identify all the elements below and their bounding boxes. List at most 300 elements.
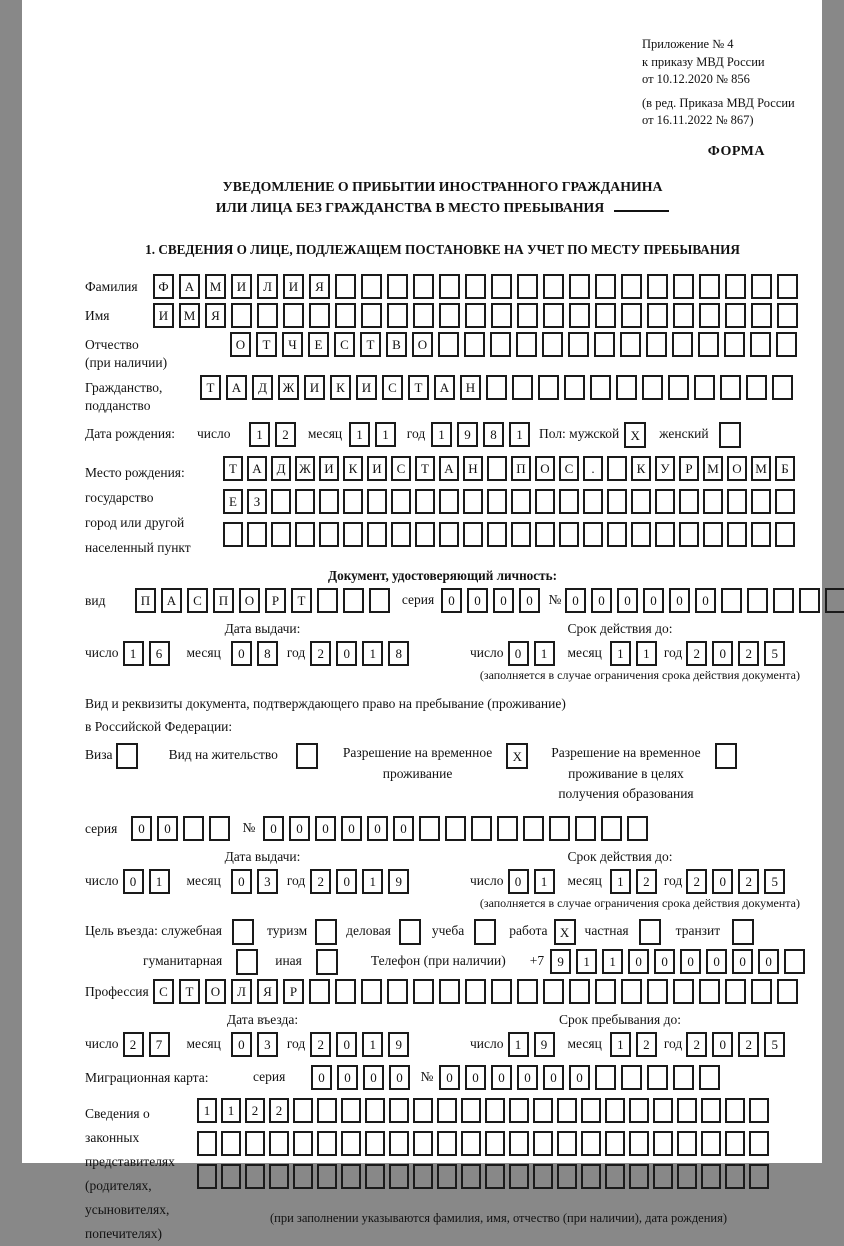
doc-series-cell[interactable]: 0 [441, 588, 462, 613]
tourism-checkbox-cell[interactable] [315, 919, 337, 945]
guardians-cell[interactable] [461, 1098, 481, 1123]
name-cell[interactable] [309, 303, 330, 328]
permit-issue-year-cell[interactable]: 2 [310, 869, 331, 894]
surname-cell[interactable] [673, 274, 694, 299]
profession-cell[interactable] [569, 979, 590, 1004]
profession-cell[interactable] [361, 979, 382, 1004]
patronymic-cell[interactable]: Ч [282, 332, 303, 357]
entry-year-cell[interactable]: 9 [388, 1032, 409, 1057]
guardians-cell[interactable] [437, 1164, 457, 1189]
birthplace-cell[interactable] [343, 489, 363, 514]
surname-cell[interactable] [725, 274, 746, 299]
permit-number-cell[interactable] [471, 816, 492, 841]
female-checkbox-cell[interactable] [719, 422, 741, 448]
patronymic-cell[interactable]: В [386, 332, 407, 357]
guardians-cell[interactable] [725, 1131, 745, 1156]
migration-series-cell[interactable]: 0 [311, 1065, 332, 1090]
doc-issue-year-cell[interactable]: 0 [336, 641, 357, 666]
patronymic-cell[interactable] [620, 332, 641, 357]
visa-checkbox-cell[interactable] [116, 743, 138, 769]
entry-month-cell[interactable]: 0 [231, 1032, 252, 1057]
guardians-cell[interactable] [605, 1098, 625, 1123]
birthplace-cell[interactable] [271, 489, 291, 514]
permit-number-cell[interactable] [549, 816, 570, 841]
birthplace-cell[interactable]: З [247, 489, 267, 514]
phone-cell[interactable]: 0 [628, 949, 649, 974]
work-checkbox-cell[interactable]: X [554, 919, 576, 945]
doc-valid-day-cell[interactable]: 0 [508, 641, 529, 666]
birthplace-cell[interactable]: Ж [295, 456, 315, 481]
doc-number-cell[interactable]: 0 [591, 588, 612, 613]
guardians-cell[interactable] [197, 1131, 217, 1156]
guardians-cell[interactable] [461, 1131, 481, 1156]
name-cell[interactable] [465, 303, 486, 328]
guardians-cell[interactable] [461, 1164, 481, 1189]
name-cell[interactable] [569, 303, 590, 328]
birthplace-cell[interactable]: И [319, 456, 339, 481]
doc-issue-month-cell[interactable]: 0 [231, 641, 252, 666]
guardians-cell[interactable] [653, 1131, 673, 1156]
permit-issue-year-cell[interactable]: 1 [362, 869, 383, 894]
permit-number-cell[interactable] [497, 816, 518, 841]
name-cell[interactable] [621, 303, 642, 328]
permit-issue-month-cell[interactable]: 0 [231, 869, 252, 894]
transit-checkbox-cell[interactable] [732, 919, 754, 945]
guardians-cell[interactable] [749, 1098, 769, 1123]
birthplace-cell[interactable] [631, 489, 651, 514]
birthplace-cell[interactable] [751, 489, 771, 514]
profession-cell[interactable] [621, 979, 642, 1004]
guardians-cell[interactable] [557, 1164, 577, 1189]
birthplace-cell[interactable] [583, 522, 603, 547]
name-cell[interactable] [751, 303, 772, 328]
guardians-cell[interactable] [413, 1164, 433, 1189]
guardians-cell[interactable] [341, 1131, 361, 1156]
guardians-cell[interactable] [221, 1131, 241, 1156]
profession-cell[interactable] [309, 979, 330, 1004]
doc-issue-day-cell[interactable]: 1 [123, 641, 144, 666]
profession-cell[interactable] [335, 979, 356, 1004]
doc-kind-cell[interactable] [317, 588, 338, 613]
birthplace-cell[interactable]: Т [415, 456, 435, 481]
citizenship-cell[interactable] [668, 375, 689, 400]
birthplace-cell[interactable]: П [511, 456, 531, 481]
birth-day-cell[interactable]: 1 [249, 422, 270, 447]
citizenship-cell[interactable]: Ж [278, 375, 299, 400]
doc-valid-year-cell[interactable]: 2 [686, 641, 707, 666]
surname-cell[interactable] [777, 274, 798, 299]
birthplace-cell[interactable]: А [439, 456, 459, 481]
permit-issue-day-cell[interactable]: 1 [149, 869, 170, 894]
guardians-cell[interactable] [293, 1164, 313, 1189]
permit-valid-year-cell[interactable]: 0 [712, 869, 733, 894]
birthplace-cell[interactable] [607, 489, 627, 514]
birthplace-cell[interactable] [487, 456, 507, 481]
doc-issue-month-cell[interactable]: 8 [257, 641, 278, 666]
permit-number-cell[interactable]: 0 [289, 816, 310, 841]
birthplace-cell[interactable]: А [247, 456, 267, 481]
citizenship-cell[interactable] [486, 375, 507, 400]
stay-month-cell[interactable]: 2 [636, 1032, 657, 1057]
permit-number-cell[interactable] [523, 816, 544, 841]
surname-cell[interactable] [439, 274, 460, 299]
other-purpose-checkbox-cell[interactable] [316, 949, 338, 975]
birthplace-cell[interactable] [727, 489, 747, 514]
migration-number-cell[interactable] [595, 1065, 616, 1090]
surname-cell[interactable]: Л [257, 274, 278, 299]
birthplace-cell[interactable] [367, 489, 387, 514]
citizenship-cell[interactable]: К [330, 375, 351, 400]
citizenship-cell[interactable]: С [382, 375, 403, 400]
citizenship-cell[interactable]: Н [460, 375, 481, 400]
guardians-cell[interactable] [605, 1131, 625, 1156]
birthplace-cell[interactable]: К [631, 456, 651, 481]
surname-cell[interactable] [335, 274, 356, 299]
migration-number-cell[interactable] [621, 1065, 642, 1090]
guardians-cell[interactable] [605, 1164, 625, 1189]
name-cell[interactable] [361, 303, 382, 328]
patronymic-cell[interactable]: С [334, 332, 355, 357]
name-cell[interactable] [231, 303, 252, 328]
entry-year-cell[interactable]: 0 [336, 1032, 357, 1057]
birthplace-cell[interactable] [703, 522, 723, 547]
surname-cell[interactable]: И [231, 274, 252, 299]
stay-year-cell[interactable]: 0 [712, 1032, 733, 1057]
doc-issue-year-cell[interactable]: 2 [310, 641, 331, 666]
guardians-cell[interactable]: 1 [221, 1098, 241, 1123]
birthplace-cell[interactable] [391, 522, 411, 547]
name-cell[interactable] [387, 303, 408, 328]
guardians-cell[interactable] [629, 1131, 649, 1156]
guardians-cell[interactable] [557, 1098, 577, 1123]
profession-cell[interactable] [543, 979, 564, 1004]
birthplace-cell[interactable] [655, 489, 675, 514]
birthplace-cell[interactable]: Н [463, 456, 483, 481]
surname-cell[interactable] [465, 274, 486, 299]
citizenship-cell[interactable] [590, 375, 611, 400]
migration-number-cell[interactable]: 0 [465, 1065, 486, 1090]
phone-cell[interactable]: 1 [602, 949, 623, 974]
doc-issue-day-cell[interactable]: 6 [149, 641, 170, 666]
surname-cell[interactable]: Я [309, 274, 330, 299]
permit-series-cell[interactable]: 0 [131, 816, 152, 841]
birthplace-cell[interactable] [319, 522, 339, 547]
permit-issue-day-cell[interactable]: 0 [123, 869, 144, 894]
guardians-cell[interactable] [533, 1164, 553, 1189]
citizenship-cell[interactable] [512, 375, 533, 400]
doc-valid-month-cell[interactable]: 1 [636, 641, 657, 666]
migration-number-cell[interactable]: 0 [543, 1065, 564, 1090]
guardians-cell[interactable] [485, 1164, 505, 1189]
permit-series-cell[interactable]: 0 [157, 816, 178, 841]
migration-series-cell[interactable]: 0 [337, 1065, 358, 1090]
doc-issue-year-cell[interactable]: 1 [362, 641, 383, 666]
guardians-cell[interactable] [533, 1098, 553, 1123]
profession-cell[interactable]: Л [231, 979, 252, 1004]
temp-residence-edu-checkbox-cell[interactable] [715, 743, 737, 769]
guardians-cell[interactable] [413, 1098, 433, 1123]
patronymic-cell[interactable]: Т [256, 332, 277, 357]
entry-day-cell[interactable]: 2 [123, 1032, 144, 1057]
birth-month-cell[interactable]: 1 [349, 422, 370, 447]
name-cell[interactable] [595, 303, 616, 328]
migration-number-cell[interactable]: 0 [491, 1065, 512, 1090]
surname-cell[interactable]: М [205, 274, 226, 299]
guardians-cell[interactable] [365, 1131, 385, 1156]
guardians-cell[interactable] [365, 1098, 385, 1123]
doc-number-cell[interactable] [747, 588, 768, 613]
phone-cell[interactable]: 0 [680, 949, 701, 974]
guardians-cell[interactable] [629, 1164, 649, 1189]
doc-kind-cell[interactable]: О [239, 588, 260, 613]
birthplace-cell[interactable] [463, 489, 483, 514]
permit-number-cell[interactable] [575, 816, 596, 841]
permit-issue-month-cell[interactable]: 3 [257, 869, 278, 894]
doc-kind-cell[interactable]: С [187, 588, 208, 613]
citizenship-cell[interactable] [616, 375, 637, 400]
citizenship-cell[interactable]: И [304, 375, 325, 400]
permit-valid-month-cell[interactable]: 1 [610, 869, 631, 894]
profession-cell[interactable] [413, 979, 434, 1004]
guardians-cell[interactable] [245, 1131, 265, 1156]
birthplace-cell[interactable] [607, 456, 627, 481]
birth-month-cell[interactable]: 1 [375, 422, 396, 447]
citizenship-cell[interactable] [772, 375, 793, 400]
name-cell[interactable] [673, 303, 694, 328]
doc-valid-day-cell[interactable]: 1 [534, 641, 555, 666]
permit-issue-year-cell[interactable]: 9 [388, 869, 409, 894]
doc-kind-cell[interactable]: П [135, 588, 156, 613]
guardians-cell[interactable] [389, 1131, 409, 1156]
patronymic-cell[interactable]: О [412, 332, 433, 357]
doc-kind-cell[interactable]: Р [265, 588, 286, 613]
birthplace-cell[interactable]: С [559, 456, 579, 481]
birthplace-cell[interactable] [751, 522, 771, 547]
patronymic-cell[interactable] [646, 332, 667, 357]
birthplace-cell[interactable] [583, 489, 603, 514]
profession-cell[interactable] [465, 979, 486, 1004]
doc-kind-cell[interactable] [343, 588, 364, 613]
surname-cell[interactable] [595, 274, 616, 299]
doc-number-cell[interactable]: 0 [669, 588, 690, 613]
doc-number-cell[interactable]: 0 [695, 588, 716, 613]
guardians-cell[interactable] [293, 1098, 313, 1123]
migration-series-cell[interactable]: 0 [389, 1065, 410, 1090]
surname-cell[interactable] [751, 274, 772, 299]
migration-number-cell[interactable]: 0 [439, 1065, 460, 1090]
name-cell[interactable]: И [153, 303, 174, 328]
doc-issue-year-cell[interactable]: 8 [388, 641, 409, 666]
birthplace-cell[interactable] [223, 522, 243, 547]
guardians-cell[interactable] [485, 1098, 505, 1123]
citizenship-cell[interactable] [642, 375, 663, 400]
permit-series-cell[interactable] [209, 816, 230, 841]
stay-year-cell[interactable]: 2 [738, 1032, 759, 1057]
phone-cell[interactable]: 0 [706, 949, 727, 974]
permit-valid-year-cell[interactable]: 2 [686, 869, 707, 894]
birthplace-cell[interactable] [439, 489, 459, 514]
guardians-cell[interactable] [317, 1131, 337, 1156]
birthplace-cell[interactable] [247, 522, 267, 547]
permit-number-cell[interactable]: 0 [341, 816, 362, 841]
guardians-cell[interactable] [437, 1131, 457, 1156]
citizenship-cell[interactable] [694, 375, 715, 400]
guardians-cell[interactable] [341, 1098, 361, 1123]
birthplace-cell[interactable]: О [535, 456, 555, 481]
birthplace-cell[interactable]: О [727, 456, 747, 481]
patronymic-cell[interactable] [724, 332, 745, 357]
birthplace-cell[interactable] [775, 489, 795, 514]
surname-cell[interactable] [621, 274, 642, 299]
guardians-cell[interactable] [749, 1164, 769, 1189]
surname-cell[interactable] [699, 274, 720, 299]
birthplace-cell[interactable]: Т [223, 456, 243, 481]
profession-cell[interactable]: Я [257, 979, 278, 1004]
birthplace-cell[interactable]: Р [679, 456, 699, 481]
birth-year-cell[interactable]: 1 [431, 422, 452, 447]
surname-cell[interactable] [517, 274, 538, 299]
guardians-cell[interactable] [725, 1098, 745, 1123]
entry-year-cell[interactable]: 2 [310, 1032, 331, 1057]
surname-cell[interactable] [491, 274, 512, 299]
profession-cell[interactable]: Р [283, 979, 304, 1004]
permit-valid-month-cell[interactable]: 2 [636, 869, 657, 894]
birthplace-cell[interactable] [319, 489, 339, 514]
birthplace-cell[interactable] [511, 489, 531, 514]
birthplace-cell[interactable] [343, 522, 363, 547]
migration-series-cell[interactable]: 0 [363, 1065, 384, 1090]
name-cell[interactable] [647, 303, 668, 328]
citizenship-cell[interactable] [720, 375, 741, 400]
citizenship-cell[interactable] [746, 375, 767, 400]
phone-cell[interactable]: 1 [576, 949, 597, 974]
guardians-cell[interactable] [581, 1131, 601, 1156]
birthplace-cell[interactable]: Б [775, 456, 795, 481]
migration-number-cell[interactable] [647, 1065, 668, 1090]
birthplace-cell[interactable] [367, 522, 387, 547]
guardians-cell[interactable]: 2 [269, 1098, 289, 1123]
permit-number-cell[interactable]: 0 [367, 816, 388, 841]
name-cell[interactable] [777, 303, 798, 328]
guardians-cell[interactable] [293, 1131, 313, 1156]
temp-residence-checkbox-cell[interactable]: X [506, 743, 528, 769]
guardians-cell[interactable] [725, 1164, 745, 1189]
birthplace-cell[interactable] [487, 489, 507, 514]
birthplace-cell[interactable] [487, 522, 507, 547]
profession-cell[interactable]: Т [179, 979, 200, 1004]
profession-cell[interactable] [725, 979, 746, 1004]
citizenship-cell[interactable]: Т [200, 375, 221, 400]
patronymic-cell[interactable]: Е [308, 332, 329, 357]
business-checkbox-cell[interactable] [399, 919, 421, 945]
guardians-cell[interactable] [701, 1164, 721, 1189]
entry-day-cell[interactable]: 7 [149, 1032, 170, 1057]
birthplace-cell[interactable] [415, 522, 435, 547]
name-cell[interactable] [699, 303, 720, 328]
permit-number-cell[interactable] [419, 816, 440, 841]
doc-kind-cell[interactable]: Т [291, 588, 312, 613]
permit-valid-year-cell[interactable]: 5 [764, 869, 785, 894]
guardians-cell[interactable] [653, 1164, 673, 1189]
residence-permit-checkbox-cell[interactable] [296, 743, 318, 769]
birthplace-cell[interactable] [679, 522, 699, 547]
name-cell[interactable]: М [179, 303, 200, 328]
birthplace-cell[interactable] [415, 489, 435, 514]
guardians-cell[interactable] [245, 1164, 265, 1189]
guardians-cell[interactable] [221, 1164, 241, 1189]
profession-cell[interactable] [595, 979, 616, 1004]
patronymic-cell[interactable] [776, 332, 797, 357]
humanitarian-checkbox-cell[interactable] [236, 949, 258, 975]
birthplace-cell[interactable] [679, 489, 699, 514]
stay-day-cell[interactable]: 9 [534, 1032, 555, 1057]
patronymic-cell[interactable] [438, 332, 459, 357]
phone-cell[interactable]: 0 [732, 949, 753, 974]
birthplace-cell[interactable] [535, 489, 555, 514]
guardians-cell[interactable] [677, 1131, 697, 1156]
birthplace-cell[interactable]: Е [223, 489, 243, 514]
permit-number-cell[interactable]: 0 [263, 816, 284, 841]
male-checkbox-cell[interactable]: X [624, 422, 646, 448]
citizenship-cell[interactable]: А [226, 375, 247, 400]
doc-valid-month-cell[interactable]: 1 [610, 641, 631, 666]
permit-valid-day-cell[interactable]: 1 [534, 869, 555, 894]
phone-cell[interactable]: 0 [654, 949, 675, 974]
study-checkbox-cell[interactable] [474, 919, 496, 945]
guardians-cell[interactable] [677, 1098, 697, 1123]
doc-kind-cell[interactable]: А [161, 588, 182, 613]
surname-cell[interactable] [647, 274, 668, 299]
patronymic-cell[interactable] [750, 332, 771, 357]
guardians-cell[interactable] [197, 1164, 217, 1189]
patronymic-cell[interactable] [698, 332, 719, 357]
permit-valid-day-cell[interactable]: 0 [508, 869, 529, 894]
name-cell[interactable] [725, 303, 746, 328]
birthplace-cell[interactable] [271, 522, 291, 547]
guardians-cell[interactable] [629, 1098, 649, 1123]
migration-number-cell[interactable] [699, 1065, 720, 1090]
guardians-cell[interactable] [365, 1164, 385, 1189]
stay-year-cell[interactable]: 5 [764, 1032, 785, 1057]
guardians-cell[interactable] [533, 1131, 553, 1156]
guardians-cell[interactable] [317, 1164, 337, 1189]
entry-year-cell[interactable]: 1 [362, 1032, 383, 1057]
doc-series-cell[interactable]: 0 [467, 588, 488, 613]
birthplace-cell[interactable] [559, 489, 579, 514]
permit-valid-year-cell[interactable]: 2 [738, 869, 759, 894]
birthplace-cell[interactable]: К [343, 456, 363, 481]
surname-cell[interactable]: И [283, 274, 304, 299]
guardians-cell[interactable] [485, 1131, 505, 1156]
citizenship-cell[interactable] [538, 375, 559, 400]
guardians-cell[interactable] [341, 1164, 361, 1189]
birthplace-cell[interactable] [463, 522, 483, 547]
profession-cell[interactable] [491, 979, 512, 1004]
guardians-cell[interactable] [749, 1131, 769, 1156]
citizenship-cell[interactable] [564, 375, 585, 400]
guardians-cell[interactable] [389, 1098, 409, 1123]
profession-cell[interactable] [647, 979, 668, 1004]
patronymic-cell[interactable] [464, 332, 485, 357]
birthplace-cell[interactable] [535, 522, 555, 547]
name-cell[interactable] [439, 303, 460, 328]
birthplace-cell[interactable] [607, 522, 627, 547]
permit-number-cell[interactable] [445, 816, 466, 841]
patronymic-cell[interactable]: О [230, 332, 251, 357]
patronymic-cell[interactable] [516, 332, 537, 357]
birthplace-cell[interactable] [775, 522, 795, 547]
permit-series-cell[interactable] [183, 816, 204, 841]
